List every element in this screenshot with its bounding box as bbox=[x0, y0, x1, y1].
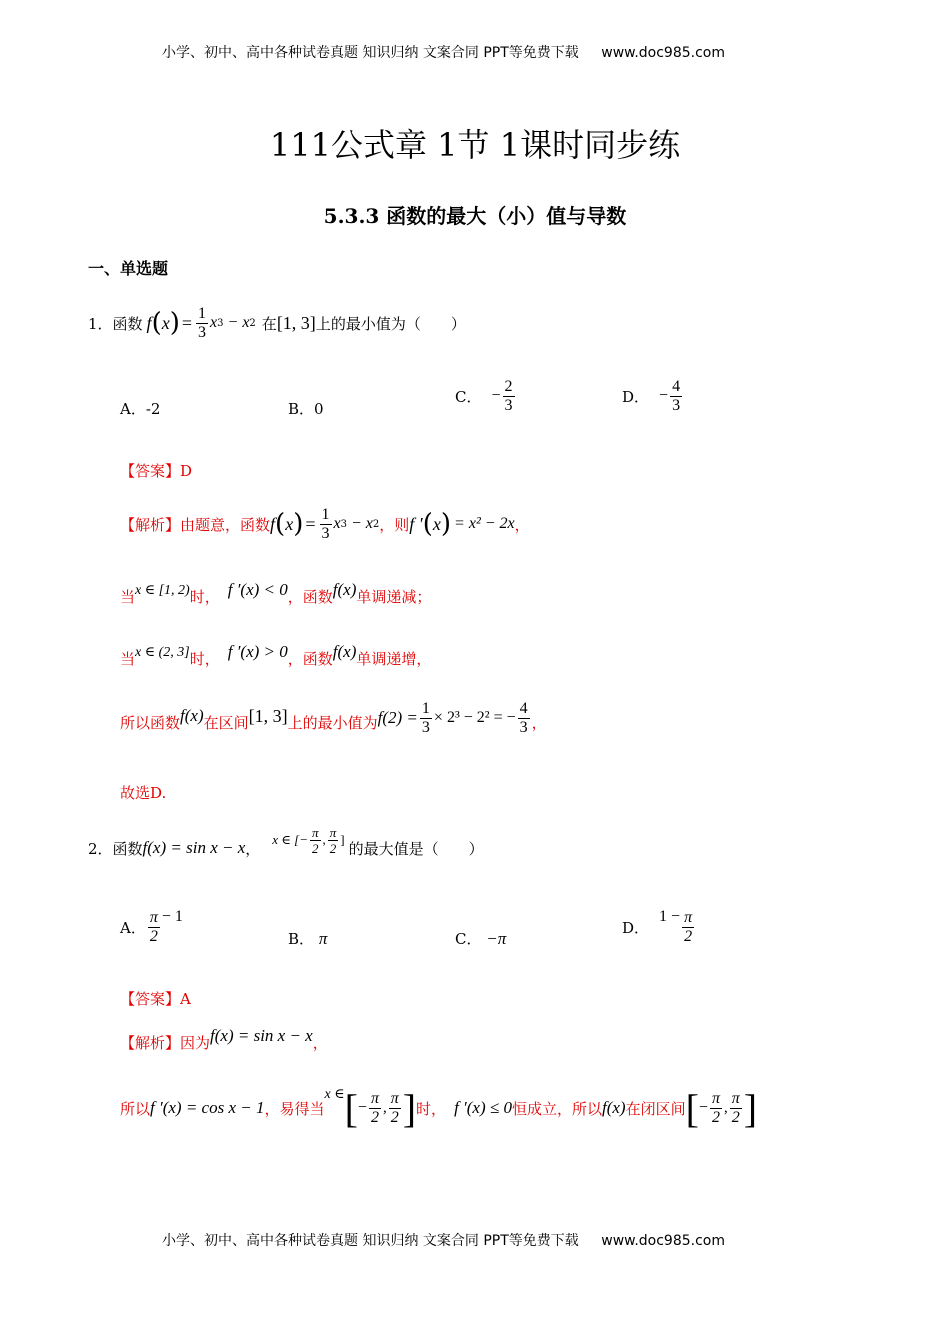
q1-option-b[interactable]: B．0 bbox=[288, 400, 324, 418]
q1-c-num: 2 bbox=[504, 377, 513, 395]
q1-minus-x2: − x bbox=[227, 314, 250, 331]
q1-option-d-label: D． bbox=[622, 387, 650, 406]
q2-sol-f: f(x) = sin x − x bbox=[210, 1026, 313, 1045]
q2-sol2-ineq: f ′(x) ≤ 0 bbox=[454, 1098, 512, 1117]
q1-frac-num: 1 bbox=[198, 304, 207, 322]
q1-solution-line-2 bbox=[120, 580, 431, 612]
q2-option-b[interactable] bbox=[288, 928, 327, 949]
q1-option-d[interactable]: D． − $\frac{4}{3}$ bbox=[622, 377, 681, 414]
q2-sol2-time: 时， bbox=[416, 1099, 447, 1118]
header-text: 小学、初中、高中各种试卷真题 知识归纳 文案合同 PPT等免费下载 bbox=[162, 45, 579, 61]
q1-sol-then: ，则 bbox=[379, 515, 410, 534]
header-url[interactable]: www.doc985.com bbox=[601, 45, 725, 61]
q1-option-d-frac bbox=[670, 378, 682, 415]
q2-sol2-x: x ∈ bbox=[324, 1086, 345, 1102]
q1-sol-deriv: = x² − 2x bbox=[454, 515, 515, 532]
q1-sol-end: ， bbox=[514, 515, 530, 534]
q1-solution-line-3 bbox=[120, 642, 431, 674]
q1-prefix: 1．函数 bbox=[88, 314, 143, 333]
footer-url[interactable]: www.doc985.com bbox=[601, 1233, 725, 1249]
q2-option-c-value: −π bbox=[486, 929, 507, 948]
q2-tail: 的最大值是（ ） bbox=[348, 839, 484, 858]
q1-option-c-frac bbox=[503, 378, 515, 415]
q1-sol3-time: 时， bbox=[189, 649, 220, 668]
q2-option-c[interactable] bbox=[455, 928, 506, 949]
q2-option-a-label: A． bbox=[120, 918, 146, 937]
q2-domain: x ∈ [− $\frac{\pi}{2}$ , $\frac{\pi}{2}$ ] bbox=[272, 824, 345, 856]
q1-f: f bbox=[146, 312, 152, 333]
q2-option-b-value: π bbox=[318, 929, 328, 948]
q1-frac-den: 3 bbox=[198, 323, 207, 341]
q2-option-d[interactable]: D． 1 − $\frac{\pi}{2}$ bbox=[622, 908, 693, 945]
footer-text: 小学、初中、高中各种试卷真题 知识归纳 文案合同 PPT等免费下载 bbox=[162, 1233, 579, 1249]
q1-sol4-min: 上的最小值为 bbox=[287, 713, 378, 732]
q1-option-c[interactable]: C． − $\frac{2}{3}$ bbox=[455, 377, 513, 414]
q1-c-den: 3 bbox=[504, 396, 513, 414]
question-1: 1．函数 f ( x ) = $\frac{1}{3}$ x 3 − x 2 在 [1, 3] 上的最小值为（ ） bbox=[88, 304, 466, 341]
q2-domain-pi1: π bbox=[312, 824, 319, 840]
q2-option-d-pre: 1 − bbox=[659, 908, 681, 925]
q1-sol3-cond: x ∈ (2, 3] bbox=[135, 644, 190, 660]
q2-option-d-label: D． bbox=[622, 918, 650, 937]
page-header bbox=[162, 42, 725, 62]
q1-interval: [1, 3] bbox=[276, 312, 316, 333]
section-heading: 一、单选题 bbox=[88, 259, 169, 278]
q1-option-a[interactable]: A．-2 bbox=[120, 400, 161, 418]
q1-sol4-fx: f(x) bbox=[180, 706, 204, 725]
q2-function: f(x) = sin x − x bbox=[142, 838, 246, 857]
q1-sol4-times: × 2³ − 2² = − bbox=[433, 709, 516, 726]
q1-solution-line-4: 所以函数 f(x) 在区间 [1, 3] 上的最小值为 f(2) = $\frac{1}{3}$ × 2³ − 2² = − $\frac{4}{3}$ ， bbox=[120, 699, 547, 736]
q1-sol2-cond: x ∈ [1, 2) bbox=[135, 582, 190, 598]
q1-sol2-ineq: f ′(x) < 0 bbox=[227, 580, 288, 599]
q1-solution-line-1: 【解析】由题意，函数 f ( x ) = $\frac{1}{3}$ x 3 − x 2 ，则 f ′ ( x ) = x² − 2x ， bbox=[120, 505, 530, 542]
q2-option-b-label: B． bbox=[288, 930, 315, 948]
q2-option-a-tail: − 1 bbox=[161, 908, 183, 925]
q2-sol2-pre: 所以 bbox=[120, 1099, 151, 1118]
q1-fraction bbox=[196, 305, 208, 342]
q1-sol4-f2: f(2) = bbox=[377, 708, 418, 727]
q1-sol4-in: 在区间 bbox=[203, 713, 249, 732]
q2-sol2-hold: 恒成立，所以 bbox=[511, 1099, 602, 1118]
q2-sol-label: 【解析】因为 bbox=[120, 1033, 211, 1052]
q1-sol3-func: ，函数 bbox=[287, 649, 333, 668]
q2-comma: ， bbox=[245, 839, 261, 858]
q1-d-den: 3 bbox=[672, 396, 681, 414]
q1-d-num: 4 bbox=[672, 377, 681, 395]
q1-x-cube: x bbox=[210, 314, 218, 331]
page-footer bbox=[162, 1230, 725, 1250]
q1-sol3-mono: 单调递增， bbox=[356, 649, 432, 668]
q2-domain-sep: , bbox=[322, 832, 326, 847]
q1-in: 在 bbox=[261, 314, 277, 333]
q1-tail: 上的最小值为（ ） bbox=[315, 314, 466, 333]
q2-sol-end: ， bbox=[312, 1033, 328, 1052]
q2-domain-pre: x ∈ [− bbox=[272, 832, 309, 847]
q2-solution-line-1 bbox=[120, 1022, 328, 1062]
q2-domain-two1: 2 bbox=[310, 840, 321, 856]
q1-sol4-end: ， bbox=[531, 713, 547, 732]
page-subtitle: 5.3.3 函数的最大（小）值与导数 bbox=[323, 204, 627, 228]
q2-prefix: 2．函数 bbox=[88, 839, 143, 858]
q1-sol-label: 【解析】由题意，函数 bbox=[120, 515, 271, 534]
question-2 bbox=[88, 826, 484, 870]
q1-solution-line-5: 故选D. bbox=[120, 784, 167, 802]
q1-exp2: 2 bbox=[249, 317, 256, 329]
q1-sol2-when: 当 bbox=[120, 587, 136, 606]
q2-sol2-easy: ，易得当 bbox=[264, 1099, 325, 1118]
q2-sol2-fx: f(x) bbox=[601, 1098, 626, 1117]
q1-sol2-time: 时， bbox=[189, 587, 220, 606]
q1-sol3-fx: f(x) bbox=[332, 642, 357, 661]
q1-sol4-int: [1, 3] bbox=[248, 705, 288, 726]
q1-sol4-pre: 所以函数 bbox=[120, 713, 181, 732]
q1-sol3-when: 当 bbox=[120, 649, 136, 668]
q1-x: x bbox=[161, 312, 170, 333]
q2-answer: 【答案】A bbox=[120, 990, 191, 1008]
q2-sol2-closed: 在闭区间 bbox=[625, 1099, 686, 1118]
q1-sol2-mono: 单调递减； bbox=[356, 587, 432, 606]
q1-answer: 【答案】D bbox=[120, 462, 193, 480]
q1-exp3: 3 bbox=[217, 317, 224, 329]
q2-solution-line-2: 所以 f ′(x) = cos x − 1 ，易得当 x ∈ [ − $\frac{\pi}{2}$ , $\frac{\pi}{2}$ ] 时， f ′(x) ≤ 0 恒成立，所以 f(x) 在闭区间 [ − $\frac{\pi}{2}$ , $\frac{\pi}{2}$ ] bbox=[120, 1085, 758, 1131]
q2-option-c-label: C． bbox=[455, 930, 482, 948]
page-title: 111公式章 1节 1课时同步练 bbox=[269, 126, 681, 164]
q1-sol2-fx: f(x) bbox=[332, 580, 357, 599]
q2-domain-end: ] bbox=[340, 832, 345, 847]
q2-sol2-deriv: f ′(x) = cos x − 1 bbox=[150, 1098, 265, 1117]
q1-sol2-func: ，函数 bbox=[287, 587, 333, 606]
q1-sol3-ineq: f ′(x) > 0 bbox=[227, 642, 288, 661]
q1-option-c-label: C． bbox=[455, 387, 482, 406]
q2-option-a[interactable]: A． $\frac{\pi}{2}$ − 1 bbox=[120, 908, 183, 945]
